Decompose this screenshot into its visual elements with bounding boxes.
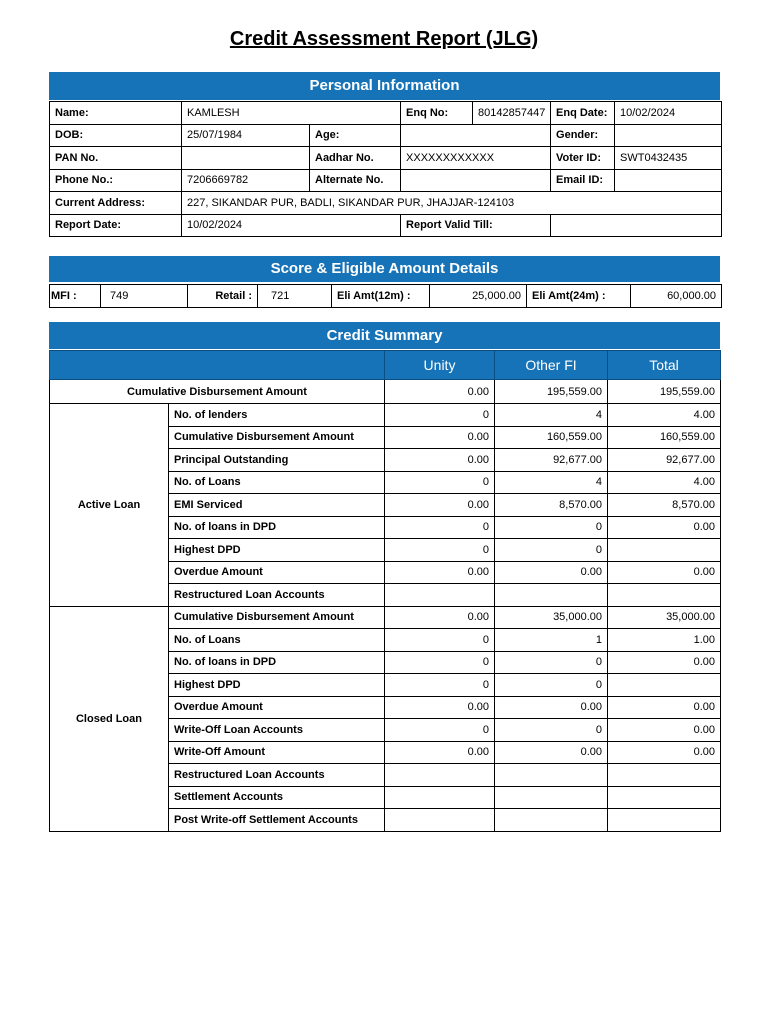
metric-label: Write-Off Loan Accounts bbox=[169, 719, 385, 742]
eli24-value: 60,000.00 bbox=[631, 285, 722, 308]
email-value bbox=[615, 169, 722, 192]
metric-total: 0.00 bbox=[608, 741, 721, 764]
closed-loan-label: Closed Loan bbox=[50, 606, 169, 831]
metric-unity: 0.00 bbox=[385, 606, 495, 629]
score-row bbox=[50, 285, 722, 308]
metric-total: 1.00 bbox=[608, 629, 721, 652]
cumulative-other-fi: 195,559.00 bbox=[495, 380, 608, 404]
report-date-value: 10/02/2024 bbox=[182, 214, 401, 237]
metric-unity: 0 bbox=[385, 516, 495, 539]
valid-till-label: Report Valid Till: bbox=[401, 214, 551, 237]
metric-total: 4.00 bbox=[608, 471, 721, 494]
mfi-label: MFI : bbox=[50, 285, 101, 308]
active-loan-label: Active Loan bbox=[50, 404, 169, 607]
metric-other-fi: 0 bbox=[495, 719, 608, 742]
metric-unity bbox=[385, 584, 495, 607]
pan-value bbox=[182, 147, 310, 170]
metric-total: 0.00 bbox=[608, 516, 721, 539]
gender-label: Gender: bbox=[551, 124, 615, 147]
metric-label: Overdue Amount bbox=[169, 696, 385, 719]
metric-total bbox=[608, 539, 721, 562]
active-loan-row bbox=[50, 404, 721, 427]
metric-unity: 0.00 bbox=[385, 561, 495, 584]
metric-label: Cumulative Disbursement Amount bbox=[169, 426, 385, 449]
name-row bbox=[50, 102, 722, 125]
score-header: Score & Eligible Amount Details bbox=[49, 256, 720, 282]
personal-info-header: Personal Information bbox=[49, 72, 720, 100]
metric-other-fi: 0.00 bbox=[495, 696, 608, 719]
metric-unity: 0.00 bbox=[385, 696, 495, 719]
metric-label: Restructured Loan Accounts bbox=[169, 764, 385, 787]
report-date-label: Report Date: bbox=[50, 214, 182, 237]
column-header-total: Total bbox=[608, 351, 721, 380]
dob-value: 25/07/1984 bbox=[182, 124, 310, 147]
metric-other-fi bbox=[495, 786, 608, 809]
metric-other-fi: 1 bbox=[495, 629, 608, 652]
active-loan-group bbox=[50, 404, 721, 607]
metric-label: EMI Serviced bbox=[169, 494, 385, 517]
metric-label: No. of Loans bbox=[169, 471, 385, 494]
cumulative-unity: 0.00 bbox=[385, 380, 495, 404]
mfi-value: 749 bbox=[101, 285, 188, 308]
personal-info-table bbox=[49, 101, 722, 237]
metric-label: Highest DPD bbox=[169, 539, 385, 562]
metric-other-fi: 160,559.00 bbox=[495, 426, 608, 449]
metric-total: 0.00 bbox=[608, 651, 721, 674]
email-label: Email ID: bbox=[551, 169, 615, 192]
score-table bbox=[49, 284, 722, 308]
metric-label: Post Write-off Settlement Accounts bbox=[169, 809, 385, 832]
metric-unity: 0.00 bbox=[385, 426, 495, 449]
metric-other-fi: 4 bbox=[495, 471, 608, 494]
metric-unity: 0 bbox=[385, 719, 495, 742]
report-title-text: Credit Assessment Report (JLG) bbox=[229, 28, 539, 50]
metric-other-fi: 0 bbox=[495, 651, 608, 674]
aadhar-label: Aadhar No. bbox=[310, 147, 401, 170]
eli24-label: Eli Amt(24m) : bbox=[527, 285, 631, 308]
metric-label: No. of lenders bbox=[169, 404, 385, 427]
metric-unity: 0 bbox=[385, 651, 495, 674]
dob-label: DOB: bbox=[50, 124, 182, 147]
gender-value bbox=[615, 124, 722, 147]
metric-other-fi: 0.00 bbox=[495, 561, 608, 584]
aadhar-value: XXXXXXXXXXXX bbox=[401, 147, 551, 170]
metric-total: 8,570.00 bbox=[608, 494, 721, 517]
metric-other-fi: 0 bbox=[495, 674, 608, 697]
metric-total: 0.00 bbox=[608, 719, 721, 742]
address-row bbox=[50, 192, 722, 215]
phone-label: Phone No.: bbox=[50, 169, 182, 192]
credit-columns-row bbox=[50, 351, 721, 380]
valid-till-value bbox=[551, 214, 722, 237]
metric-label: Settlement Accounts bbox=[169, 786, 385, 809]
eli12-label: Eli Amt(12m) : bbox=[332, 285, 430, 308]
closed-loan-group bbox=[50, 606, 721, 831]
phone-row bbox=[50, 169, 722, 192]
age-value bbox=[401, 124, 551, 147]
metric-unity bbox=[385, 786, 495, 809]
pan-label: PAN No. bbox=[50, 147, 182, 170]
metric-label: Overdue Amount bbox=[169, 561, 385, 584]
metric-other-fi bbox=[495, 809, 608, 832]
metric-other-fi bbox=[495, 584, 608, 607]
alt-phone-label: Alternate No. bbox=[310, 169, 401, 192]
enq-date-label: Enq Date: bbox=[551, 102, 615, 125]
column-header-blank bbox=[50, 351, 385, 380]
metric-unity: 0 bbox=[385, 404, 495, 427]
retail-label: Retail : bbox=[188, 285, 258, 308]
phone-value: 7206669782 bbox=[182, 169, 310, 192]
metric-total bbox=[608, 584, 721, 607]
metric-total: 92,677.00 bbox=[608, 449, 721, 472]
metric-other-fi: 0.00 bbox=[495, 741, 608, 764]
metric-total: 35,000.00 bbox=[608, 606, 721, 629]
metric-unity: 0 bbox=[385, 471, 495, 494]
metric-other-fi: 35,000.00 bbox=[495, 606, 608, 629]
enq-date-value: 10/02/2024 bbox=[615, 102, 722, 125]
metric-label: Highest DPD bbox=[169, 674, 385, 697]
metric-label: No. of loans in DPD bbox=[169, 516, 385, 539]
metric-unity bbox=[385, 764, 495, 787]
metric-other-fi: 8,570.00 bbox=[495, 494, 608, 517]
address-label: Current Address: bbox=[50, 192, 182, 215]
metric-unity: 0.00 bbox=[385, 494, 495, 517]
cumulative-total: 195,559.00 bbox=[608, 380, 721, 404]
metric-label: Principal Outstanding bbox=[169, 449, 385, 472]
metric-other-fi: 0 bbox=[495, 539, 608, 562]
metric-label: No. of loans in DPD bbox=[169, 651, 385, 674]
metric-total bbox=[608, 674, 721, 697]
metric-other-fi: 92,677.00 bbox=[495, 449, 608, 472]
cumulative-label: Cumulative Disbursement Amount bbox=[50, 380, 385, 404]
metric-total bbox=[608, 764, 721, 787]
name-value: KAMLESH bbox=[182, 102, 401, 125]
metric-total bbox=[608, 809, 721, 832]
metric-other-fi bbox=[495, 764, 608, 787]
column-header-unity: Unity bbox=[385, 351, 495, 380]
report-date-row bbox=[50, 214, 722, 237]
metric-label: Cumulative Disbursement Amount bbox=[169, 606, 385, 629]
pan-row bbox=[50, 147, 722, 170]
address-value: 227, SIKANDAR PUR, BADLI, SIKANDAR PUR, JHAJJAR-124103 bbox=[182, 192, 722, 215]
metric-label: Restructured Loan Accounts bbox=[169, 584, 385, 607]
voter-label: Voter ID: bbox=[551, 147, 615, 170]
metric-total: 160,559.00 bbox=[608, 426, 721, 449]
cumulative-row bbox=[50, 380, 721, 404]
metric-unity: 0 bbox=[385, 629, 495, 652]
metric-total: 4.00 bbox=[608, 404, 721, 427]
eli12-value: 25,000.00 bbox=[430, 285, 527, 308]
dob-row bbox=[50, 124, 722, 147]
alt-phone-value bbox=[401, 169, 551, 192]
credit-summary-table bbox=[49, 350, 721, 832]
metric-total bbox=[608, 786, 721, 809]
enq-no-label: Enq No: bbox=[401, 102, 473, 125]
metric-unity bbox=[385, 809, 495, 832]
metric-total: 0.00 bbox=[608, 561, 721, 584]
column-header-other-fi: Other FI bbox=[495, 351, 608, 380]
credit-summary-header: Credit Summary bbox=[49, 322, 720, 349]
metric-unity: 0 bbox=[385, 539, 495, 562]
metric-total: 0.00 bbox=[608, 696, 721, 719]
metric-label: No. of Loans bbox=[169, 629, 385, 652]
metric-unity: 0.00 bbox=[385, 741, 495, 764]
name-label: Name: bbox=[50, 102, 182, 125]
voter-value: SWT0432435 bbox=[615, 147, 722, 170]
metric-unity: 0 bbox=[385, 674, 495, 697]
enq-no-value: 80142857447 bbox=[473, 102, 551, 125]
metric-label: Write-Off Amount bbox=[169, 741, 385, 764]
report-title bbox=[0, 28, 768, 51]
metric-other-fi: 4 bbox=[495, 404, 608, 427]
age-label: Age: bbox=[310, 124, 401, 147]
metric-other-fi: 0 bbox=[495, 516, 608, 539]
closed-loan-row bbox=[50, 606, 721, 629]
retail-value: 721 bbox=[258, 285, 332, 308]
metric-unity: 0.00 bbox=[385, 449, 495, 472]
